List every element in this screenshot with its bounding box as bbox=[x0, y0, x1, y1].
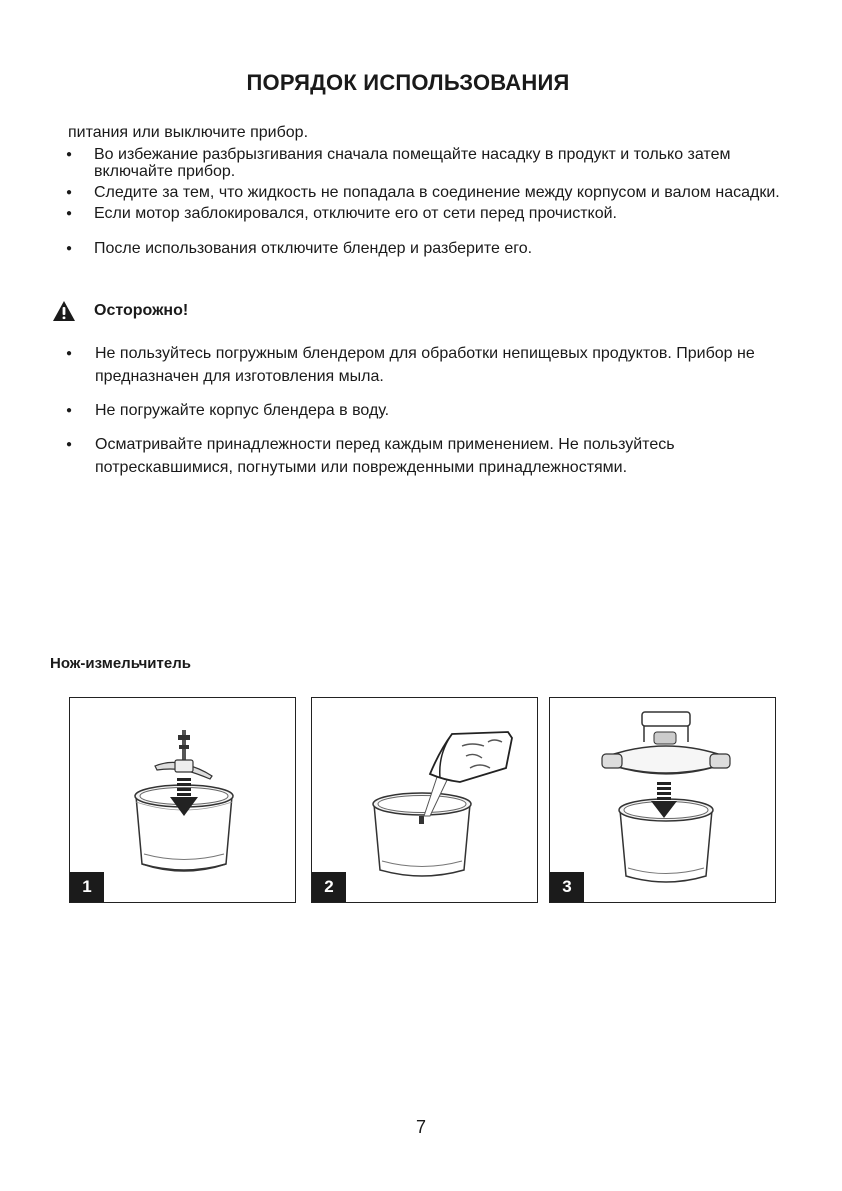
section-title: Нож-измельчитель bbox=[50, 655, 191, 672]
page-title: ПОРЯДОК ИСПОЛЬЗОВАНИЯ bbox=[246, 70, 570, 95]
step-panel-2 bbox=[311, 697, 538, 903]
step-number: 3 bbox=[550, 872, 584, 902]
warning-heading bbox=[52, 300, 188, 322]
usage-list bbox=[64, 146, 784, 257]
list-item: ● Не пользуйтесь погружным блендером для обработки непищевых продуктов. Прибор не предназначен для изготовления мыла. bbox=[64, 342, 784, 388]
step-number: 2 bbox=[312, 872, 346, 902]
step-panel-1 bbox=[69, 697, 296, 903]
lead-text: питания или выключите прибор. bbox=[68, 124, 309, 141]
warning-label: Осторожно! bbox=[94, 302, 189, 319]
list-item: ● Осматривайте принадлежности перед каждым применением. Не пользуйтесь потрескавшимися, погнутыми или поврежденными принадлежностями. bbox=[64, 433, 784, 479]
list-item: ● Если мотор заблокировался, отключите его от сети перед прочисткой. bbox=[64, 205, 784, 222]
caution-list bbox=[64, 342, 784, 479]
list-item: ● Не погружайте корпус блендера в воду. bbox=[64, 399, 784, 422]
warning-triangle-icon bbox=[52, 300, 76, 322]
step-number: 1 bbox=[70, 872, 104, 902]
step-panel-3 bbox=[549, 697, 776, 903]
list-item: ● Во избежание разбрызгивания сначала помещайте насадку в продукт и только затем включайте прибор. bbox=[64, 146, 784, 180]
list-item: ● После использования отключите блендер и разберите его. bbox=[64, 240, 784, 257]
page-number: 7 bbox=[415, 1117, 426, 1137]
list-item: ● Следите за тем, что жидкость не попадала в соединение между корпусом и валом насадки. bbox=[64, 184, 784, 201]
